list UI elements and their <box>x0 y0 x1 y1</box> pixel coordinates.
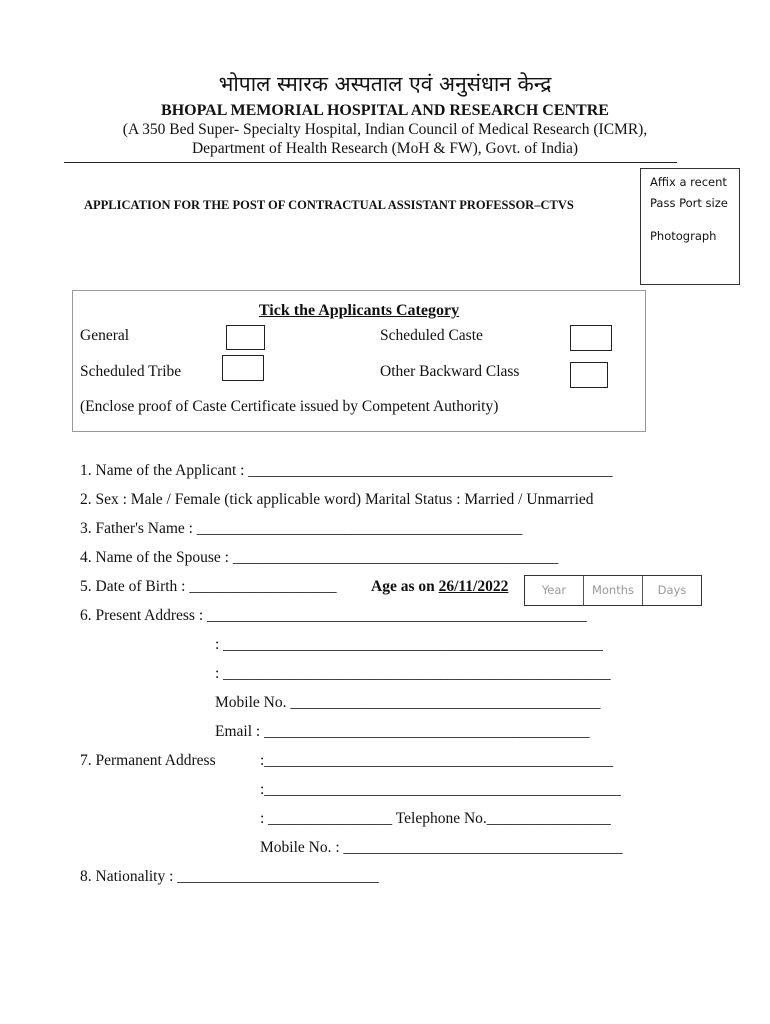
sex-marital-status-field[interactable]: 2. Sex : Male / Female (tick applicable word) Marital Status : Married / Unmarried <box>80 491 594 508</box>
age-months-cell[interactable]: Months <box>584 576 643 605</box>
age-reference-date: 26/11/2022 <box>438 578 509 595</box>
nationality-field[interactable]: 8. Nationality : __________________________ <box>80 868 379 885</box>
organization-name: BHOPAL MEMORIAL HOSPITAL AND RESEARCH CENTRE <box>161 102 609 119</box>
post-title: APPLICATION FOR THE POST OF CONTRACTUAL ASSISTANT PROFESSOR–CTVS <box>84 198 574 212</box>
subtitle-line-2: Department of Health Research (MoH & FW), Govt. of India) <box>191 140 579 157</box>
present-address-field[interactable]: 6. Present Address : _________________________________________________ <box>80 607 587 624</box>
hindi-title: भोपाल स्मारक अस्पताल एवं अनुसंधान केन्द्र <box>218 72 552 96</box>
photo-box <box>640 168 740 285</box>
email-field[interactable]: Email : __________________________________________ <box>215 723 590 740</box>
scheduled-caste-checkbox[interactable] <box>570 325 612 351</box>
photo-box-line-1: Affix a recent <box>650 175 727 189</box>
category-title: Tick the Applicants Category <box>258 302 460 319</box>
father-name-field[interactable]: 3. Father's Name : __________________________________________ <box>80 520 523 537</box>
present-address-line-2[interactable]: : _________________________________________________ <box>215 636 603 653</box>
general-checkbox[interactable] <box>226 325 265 350</box>
permanent-address-label: 7. Permanent Address <box>80 752 216 769</box>
category-sc-label: Scheduled Caste <box>380 327 483 344</box>
present-mobile-field[interactable]: Mobile No. ________________________________________ <box>215 694 601 711</box>
category-note: (Enclose proof of Caste Certificate issued by Competent Authority) <box>80 398 499 415</box>
permanent-address-line-2[interactable]: :______________________________________________ <box>260 781 621 798</box>
permanent-mobile-field[interactable]: Mobile No. : ____________________________________ <box>260 839 623 856</box>
date-of-birth-field[interactable]: 5. Date of Birth : ___________________ <box>80 578 337 595</box>
spouse-name-field[interactable]: 4. Name of the Spouse : __________________________________________ <box>80 549 559 566</box>
age-as-on-label <box>371 578 508 596</box>
age-year-cell[interactable]: Year <box>525 576 584 605</box>
category-general-label: General <box>80 327 130 344</box>
category-obc-label: Other Backward Class <box>380 363 520 380</box>
permanent-address-telephone[interactable]: : ________________ Telephone No.________________ <box>260 810 611 827</box>
age-grid <box>524 575 702 606</box>
scheduled-tribe-checkbox[interactable] <box>222 355 264 381</box>
applicant-name-field[interactable]: 1. Name of the Applicant : _______________________________________________ <box>80 462 613 479</box>
category-st-label: Scheduled Tribe <box>80 363 182 380</box>
photo-box-line-3: Photograph <box>650 229 717 243</box>
other-backward-class-checkbox[interactable] <box>570 362 608 388</box>
subtitle-line-1: (A 350 Bed Super- Specialty Hospital, Indian Council of Medical Research (ICMR), <box>122 121 648 138</box>
age-days-cell[interactable]: Days <box>657 583 687 597</box>
permanent-address-line-1[interactable]: :_____________________________________________ <box>260 752 614 769</box>
age-label-text: Age as on <box>371 578 439 595</box>
photo-box-line-2: Pass Port size <box>650 196 728 210</box>
header-divider <box>64 162 677 163</box>
present-address-line-3[interactable]: : __________________________________________________ <box>215 665 611 682</box>
